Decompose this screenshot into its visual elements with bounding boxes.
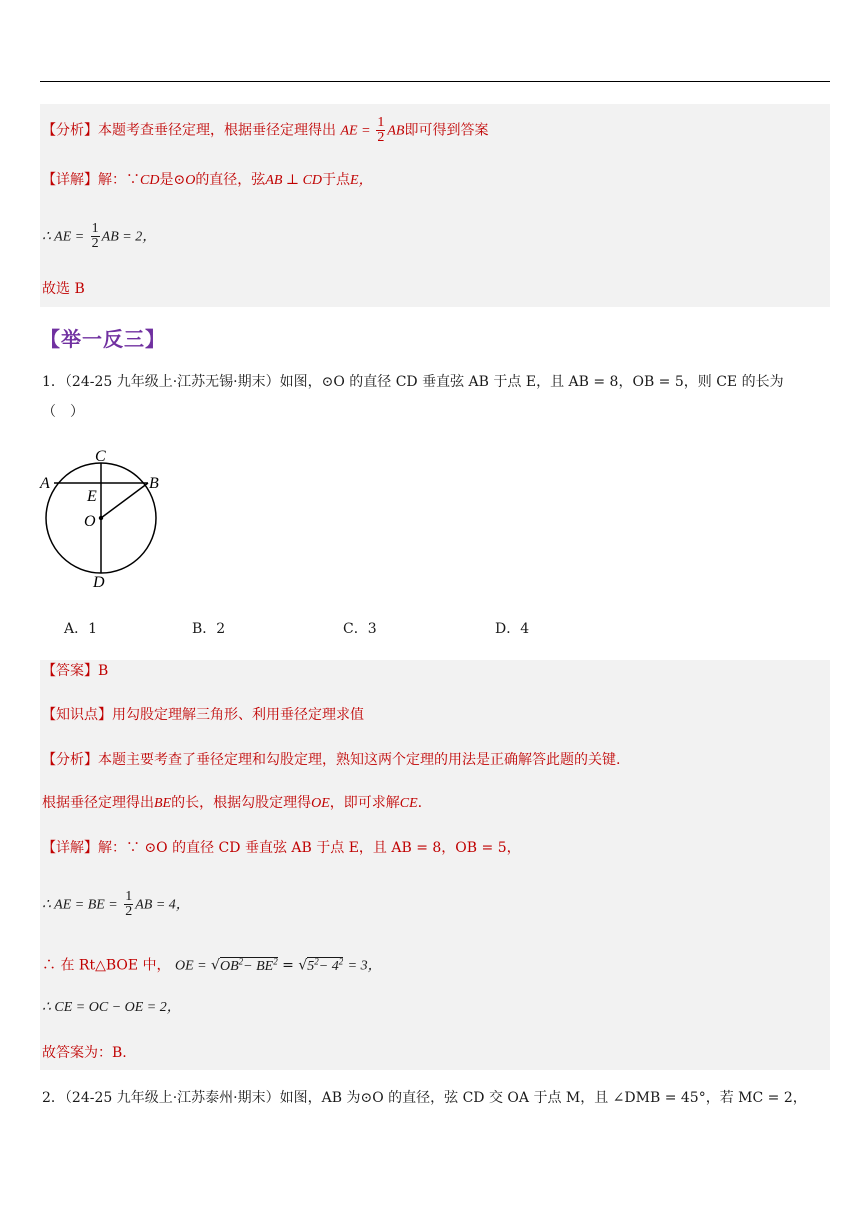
answer-tag: 【答案】 <box>42 663 98 679</box>
analysis-tag: 【分析】 <box>42 122 98 139</box>
knowledge-line: 【知识点】用勾股定理解三角形、利用垂径定理求值 <box>42 707 364 723</box>
detail-line-1: 【详解】解：∵CD是⊙O的直径，弦AB ⊥ CD于点E， <box>42 172 373 188</box>
label-O: O <box>84 513 96 530</box>
detail-line-2: 【详解】解：∵ ⊙O 的直径 CD 垂直弦 AB 于点 E，且 AB = 8，OB = 5， <box>42 840 521 856</box>
final-line: 故答案为：B. <box>42 1045 127 1061</box>
label-B: B <box>149 475 159 492</box>
analysis-line-2: 【分析】本题主要考查了垂径定理和勾股定理，熟知这两个定理的用法是正确解答此题的关键. <box>42 752 621 768</box>
analysis-line-1: 【分析】本题考查垂径定理，根据垂径定理得出 AE = $\frac{1}{2}$ AB即可得到答案 <box>42 115 489 145</box>
option-c[interactable]: C．3 <box>343 621 377 637</box>
knowledge-tag: 【知识点】 <box>42 707 112 723</box>
circle-figure <box>36 442 166 592</box>
question-1-line1: 1．（24-25 九年级上·江苏无锡·期末）如图，⊙O 的直径 CD 垂直弦 AB 于点 E，且 AB = 8，OB = 5，则 CE 的长为 <box>42 374 784 390</box>
step-line-4: ∴ CE = OC − OE = 2， <box>42 1000 181 1015</box>
detail-tag-2: 【详解】 <box>42 840 98 856</box>
question-1-line2: （ ） <box>42 404 84 420</box>
option-b[interactable]: B．2 <box>192 621 226 637</box>
option-a[interactable]: A．1 <box>64 621 98 637</box>
fraction: $\frac{1}{2}$ <box>377 115 385 145</box>
analysis-line-2b: 根据垂径定理得出BE的长，根据勾股定理得OE，即可求解CE. <box>42 795 423 811</box>
section-title: 【举一反三】 <box>40 327 166 351</box>
answer-line <box>42 661 108 681</box>
step-line-3: ∴ 在 Rt△BOE 中， OE = $√OB^2- BE^2 = √5^2- 4^2 = 3$， <box>42 956 382 974</box>
label-E: E <box>87 488 97 505</box>
choose-line-1: 故选 B <box>42 281 85 297</box>
label-A: A <box>40 475 50 492</box>
header-rule <box>40 81 830 82</box>
detail-tag: 【详解】 <box>42 172 98 188</box>
question-2-line1: 2．（24-25 九年级上·江苏泰州·期末）如图，AB 为⊙O 的直径，弦 CD 交 OA 于点 M，且 ∠DMB = 45°，若 MC = 2， <box>42 1090 807 1106</box>
analysis-tag-2: 【分析】 <box>42 752 98 768</box>
label-D: D <box>93 574 105 591</box>
answer-value: B <box>98 663 109 679</box>
step-line-2: ∴ AE = BE = $\frac{1}{2}$ AB = 4， <box>42 889 190 919</box>
label-C: C <box>95 448 106 465</box>
step-line-1: ∴ AE = $\frac{1}{2}$ AB = 2， <box>42 221 157 251</box>
option-d[interactable]: D．4 <box>495 621 530 637</box>
